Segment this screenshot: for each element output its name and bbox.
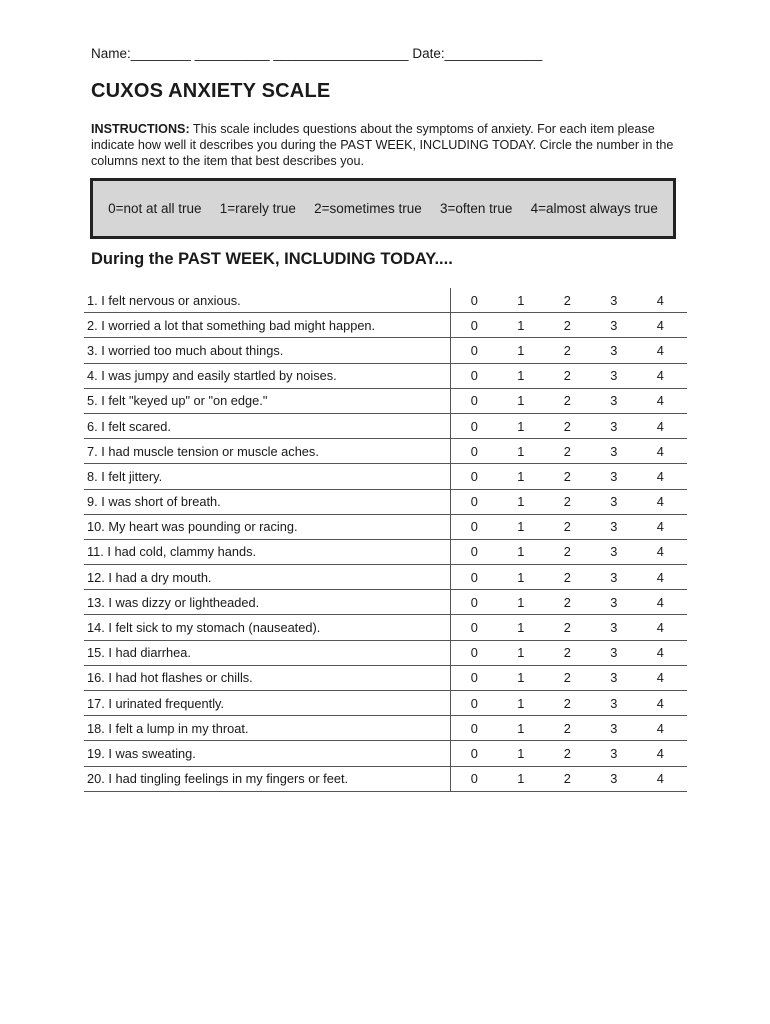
rating-option-2[interactable]: 2 xyxy=(563,695,571,711)
rating-option-1[interactable]: 1 xyxy=(517,443,525,459)
rating-option-1[interactable]: 1 xyxy=(517,418,525,434)
rating-option-1[interactable]: 1 xyxy=(517,745,525,761)
rating-option-1[interactable]: 1 xyxy=(517,620,525,636)
rating-option-1[interactable]: 1 xyxy=(517,342,525,358)
rating-option-3[interactable]: 3 xyxy=(610,544,618,560)
rating-option-3[interactable]: 3 xyxy=(610,745,618,761)
rating-option-0[interactable]: 0 xyxy=(470,620,478,636)
rating-option-0[interactable]: 0 xyxy=(470,443,478,459)
legend-item-2: 2=sometimes true xyxy=(314,201,422,216)
item-options xyxy=(451,343,687,358)
rating-option-2[interactable]: 2 xyxy=(563,745,571,761)
rating-option-2[interactable]: 2 xyxy=(563,368,571,384)
rating-option-2[interactable]: 2 xyxy=(563,393,571,409)
item-options xyxy=(451,544,687,559)
item-row xyxy=(84,590,687,615)
instructions-text: This scale includes questions about the symptoms of anxiety. For each item please indicate how well it describes you during the PAST WEEK, INCLUDING TODAY. Circle the number in the columns next to the item that best describes you. xyxy=(91,122,674,168)
section-heading: During the PAST WEEK, INCLUDING TODAY.... xyxy=(91,250,453,268)
item-options xyxy=(451,771,687,786)
item-row xyxy=(84,716,687,741)
rating-option-4[interactable]: 4 xyxy=(656,695,664,711)
item-question: 2. I worried a lot that something bad might happen. xyxy=(84,313,451,337)
rating-option-2[interactable]: 2 xyxy=(563,292,571,308)
item-row xyxy=(84,338,687,363)
rating-option-0[interactable]: 0 xyxy=(470,393,478,409)
item-options xyxy=(451,670,687,685)
item-row xyxy=(84,389,687,414)
rating-option-3[interactable]: 3 xyxy=(610,670,618,686)
item-options xyxy=(451,721,687,736)
item-options xyxy=(451,293,687,308)
rating-option-4[interactable]: 4 xyxy=(656,594,664,610)
rating-legend xyxy=(90,178,676,239)
rating-option-4[interactable]: 4 xyxy=(656,720,664,736)
rating-option-1[interactable]: 1 xyxy=(517,720,525,736)
item-row xyxy=(84,691,687,716)
item-question: 16. I had hot flashes or chills. xyxy=(84,666,451,690)
item-question: 18. I felt a lump in my throat. xyxy=(84,716,451,740)
rating-option-0[interactable]: 0 xyxy=(470,418,478,434)
item-options xyxy=(451,368,687,383)
rating-option-0[interactable]: 0 xyxy=(470,494,478,510)
item-question: 15. I had diarrhea. xyxy=(84,641,451,665)
rating-option-2[interactable]: 2 xyxy=(563,342,571,358)
instructions-label: INSTRUCTIONS: xyxy=(91,122,190,136)
item-options xyxy=(451,318,687,333)
rating-option-4[interactable]: 4 xyxy=(656,368,664,384)
rating-option-1[interactable]: 1 xyxy=(517,317,525,333)
legend-item-1: 1=rarely true xyxy=(219,201,296,216)
item-row xyxy=(84,515,687,540)
rating-option-4[interactable]: 4 xyxy=(656,670,664,686)
rating-option-0[interactable]: 0 xyxy=(470,317,478,333)
rating-option-4[interactable]: 4 xyxy=(656,519,664,535)
rating-option-4[interactable]: 4 xyxy=(656,494,664,510)
name-date-line xyxy=(91,46,542,61)
rating-option-0[interactable]: 0 xyxy=(470,594,478,610)
rating-option-0[interactable]: 0 xyxy=(470,292,478,308)
item-question: 6. I felt scared. xyxy=(84,414,451,438)
item-row xyxy=(84,490,687,515)
item-question: 1. I felt nervous or anxious. xyxy=(84,288,451,312)
rating-option-3[interactable]: 3 xyxy=(610,620,618,636)
rating-option-4[interactable]: 4 xyxy=(656,342,664,358)
rating-option-2[interactable]: 2 xyxy=(563,645,571,661)
rating-option-1[interactable]: 1 xyxy=(517,494,525,510)
rating-option-3[interactable]: 3 xyxy=(610,443,618,459)
rating-option-0[interactable]: 0 xyxy=(470,695,478,711)
item-question: 19. I was sweating. xyxy=(84,741,451,765)
item-row xyxy=(84,741,687,766)
rating-option-1[interactable]: 1 xyxy=(517,670,525,686)
item-question: 10. My heart was pounding or racing. xyxy=(84,515,451,539)
rating-option-1[interactable]: 1 xyxy=(517,695,525,711)
rating-option-2[interactable]: 2 xyxy=(563,317,571,333)
rating-option-2[interactable]: 2 xyxy=(563,494,571,510)
item-row xyxy=(84,313,687,338)
rating-option-1[interactable]: 1 xyxy=(517,393,525,409)
rating-option-1[interactable]: 1 xyxy=(517,544,525,560)
rating-option-3[interactable]: 3 xyxy=(610,468,618,484)
rating-option-4[interactable]: 4 xyxy=(656,745,664,761)
item-row xyxy=(84,288,687,313)
item-question: 12. I had a dry mouth. xyxy=(84,565,451,589)
rating-option-2[interactable]: 2 xyxy=(563,544,571,560)
rating-option-4[interactable]: 4 xyxy=(656,771,664,787)
rating-option-0[interactable]: 0 xyxy=(470,569,478,585)
item-question: 17. I urinated frequently. xyxy=(84,691,451,715)
item-row xyxy=(84,464,687,489)
item-options xyxy=(451,746,687,761)
rating-option-3[interactable]: 3 xyxy=(610,569,618,585)
rating-option-1[interactable]: 1 xyxy=(517,468,525,484)
item-options xyxy=(451,393,687,408)
page-title: CUXOS ANXIETY SCALE xyxy=(91,80,331,102)
rating-option-0[interactable]: 0 xyxy=(470,645,478,661)
rating-option-0[interactable]: 0 xyxy=(470,468,478,484)
item-options xyxy=(451,696,687,711)
rating-option-3[interactable]: 3 xyxy=(610,342,618,358)
rating-option-2[interactable]: 2 xyxy=(563,670,571,686)
item-question: 11. I had cold, clammy hands. xyxy=(84,540,451,564)
rating-option-1[interactable]: 1 xyxy=(517,519,525,535)
item-options xyxy=(451,469,687,484)
rating-option-1[interactable]: 1 xyxy=(517,594,525,610)
rating-option-4[interactable]: 4 xyxy=(656,468,664,484)
rating-option-4[interactable]: 4 xyxy=(656,418,664,434)
item-options xyxy=(451,519,687,534)
item-question: 20. I had tingling feelings in my fingers or feet. xyxy=(84,767,451,791)
item-row xyxy=(84,615,687,640)
item-question: 14. I felt sick to my stomach (nauseated). xyxy=(84,615,451,639)
rating-option-3[interactable]: 3 xyxy=(610,494,618,510)
rating-option-3[interactable]: 3 xyxy=(610,393,618,409)
name-field[interactable]: Name:________ __________ __________________ xyxy=(91,46,409,61)
rating-option-3[interactable]: 3 xyxy=(610,418,618,434)
rating-option-0[interactable]: 0 xyxy=(470,342,478,358)
rating-option-4[interactable]: 4 xyxy=(656,317,664,333)
rating-option-0[interactable]: 0 xyxy=(470,670,478,686)
rating-option-4[interactable]: 4 xyxy=(656,544,664,560)
rating-option-4[interactable]: 4 xyxy=(656,569,664,585)
rating-option-3[interactable]: 3 xyxy=(610,695,618,711)
item-options xyxy=(451,494,687,509)
rating-option-3[interactable]: 3 xyxy=(610,292,618,308)
rating-option-3[interactable]: 3 xyxy=(610,317,618,333)
item-question: 5. I felt "keyed up" or "on edge." xyxy=(84,389,451,413)
rating-option-0[interactable]: 0 xyxy=(470,368,478,384)
rating-option-0[interactable]: 0 xyxy=(470,745,478,761)
item-row xyxy=(84,540,687,565)
rating-option-1[interactable]: 1 xyxy=(517,771,525,787)
rating-option-1[interactable]: 1 xyxy=(517,368,525,384)
date-field[interactable]: Date:_____________ xyxy=(412,46,543,61)
rating-option-3[interactable]: 3 xyxy=(610,368,618,384)
rating-option-4[interactable]: 4 xyxy=(656,443,664,459)
items-table xyxy=(84,288,687,792)
rating-option-4[interactable]: 4 xyxy=(656,620,664,636)
rating-option-0[interactable]: 0 xyxy=(470,544,478,560)
legend-item-0: 0=not at all true xyxy=(108,201,202,216)
rating-option-3[interactable]: 3 xyxy=(610,645,618,661)
item-options xyxy=(451,645,687,660)
item-options xyxy=(451,444,687,459)
item-row xyxy=(84,565,687,590)
rating-option-2[interactable]: 2 xyxy=(563,620,571,636)
item-options xyxy=(451,570,687,585)
item-question: 3. I worried too much about things. xyxy=(84,338,451,362)
legend-item-3: 3=often true xyxy=(440,201,513,216)
rating-option-2[interactable]: 2 xyxy=(563,569,571,585)
rating-option-4[interactable]: 4 xyxy=(656,645,664,661)
item-options xyxy=(451,595,687,610)
item-row xyxy=(84,439,687,464)
item-question: 9. I was short of breath. xyxy=(84,490,451,514)
rating-option-1[interactable]: 1 xyxy=(517,292,525,308)
item-row xyxy=(84,767,687,792)
rating-option-4[interactable]: 4 xyxy=(656,393,664,409)
rating-option-0[interactable]: 0 xyxy=(470,720,478,736)
item-question: 13. I was dizzy or lightheaded. xyxy=(84,590,451,614)
rating-option-2[interactable]: 2 xyxy=(563,720,571,736)
item-row xyxy=(84,364,687,389)
item-question: 4. I was jumpy and easily startled by noises. xyxy=(84,364,451,388)
item-question: 8. I felt jittery. xyxy=(84,464,451,488)
rating-option-3[interactable]: 3 xyxy=(610,771,618,787)
item-row xyxy=(84,666,687,691)
legend-item-4: 4=almost always true xyxy=(530,201,658,216)
item-options xyxy=(451,419,687,434)
rating-option-2[interactable]: 2 xyxy=(563,594,571,610)
rating-option-3[interactable]: 3 xyxy=(610,519,618,535)
rating-option-2[interactable]: 2 xyxy=(563,418,571,434)
rating-option-3[interactable]: 3 xyxy=(610,594,618,610)
rating-option-2[interactable]: 2 xyxy=(563,771,571,787)
instructions xyxy=(91,121,681,169)
rating-option-2[interactable]: 2 xyxy=(563,468,571,484)
rating-option-4[interactable]: 4 xyxy=(656,292,664,308)
item-row xyxy=(84,414,687,439)
rating-option-1[interactable]: 1 xyxy=(517,569,525,585)
rating-option-1[interactable]: 1 xyxy=(517,645,525,661)
rating-option-2[interactable]: 2 xyxy=(563,443,571,459)
rating-option-3[interactable]: 3 xyxy=(610,720,618,736)
item-row xyxy=(84,641,687,666)
rating-option-2[interactable]: 2 xyxy=(563,519,571,535)
item-question: 7. I had muscle tension or muscle aches. xyxy=(84,439,451,463)
item-options xyxy=(451,620,687,635)
rating-option-0[interactable]: 0 xyxy=(470,519,478,535)
rating-option-0[interactable]: 0 xyxy=(470,771,478,787)
